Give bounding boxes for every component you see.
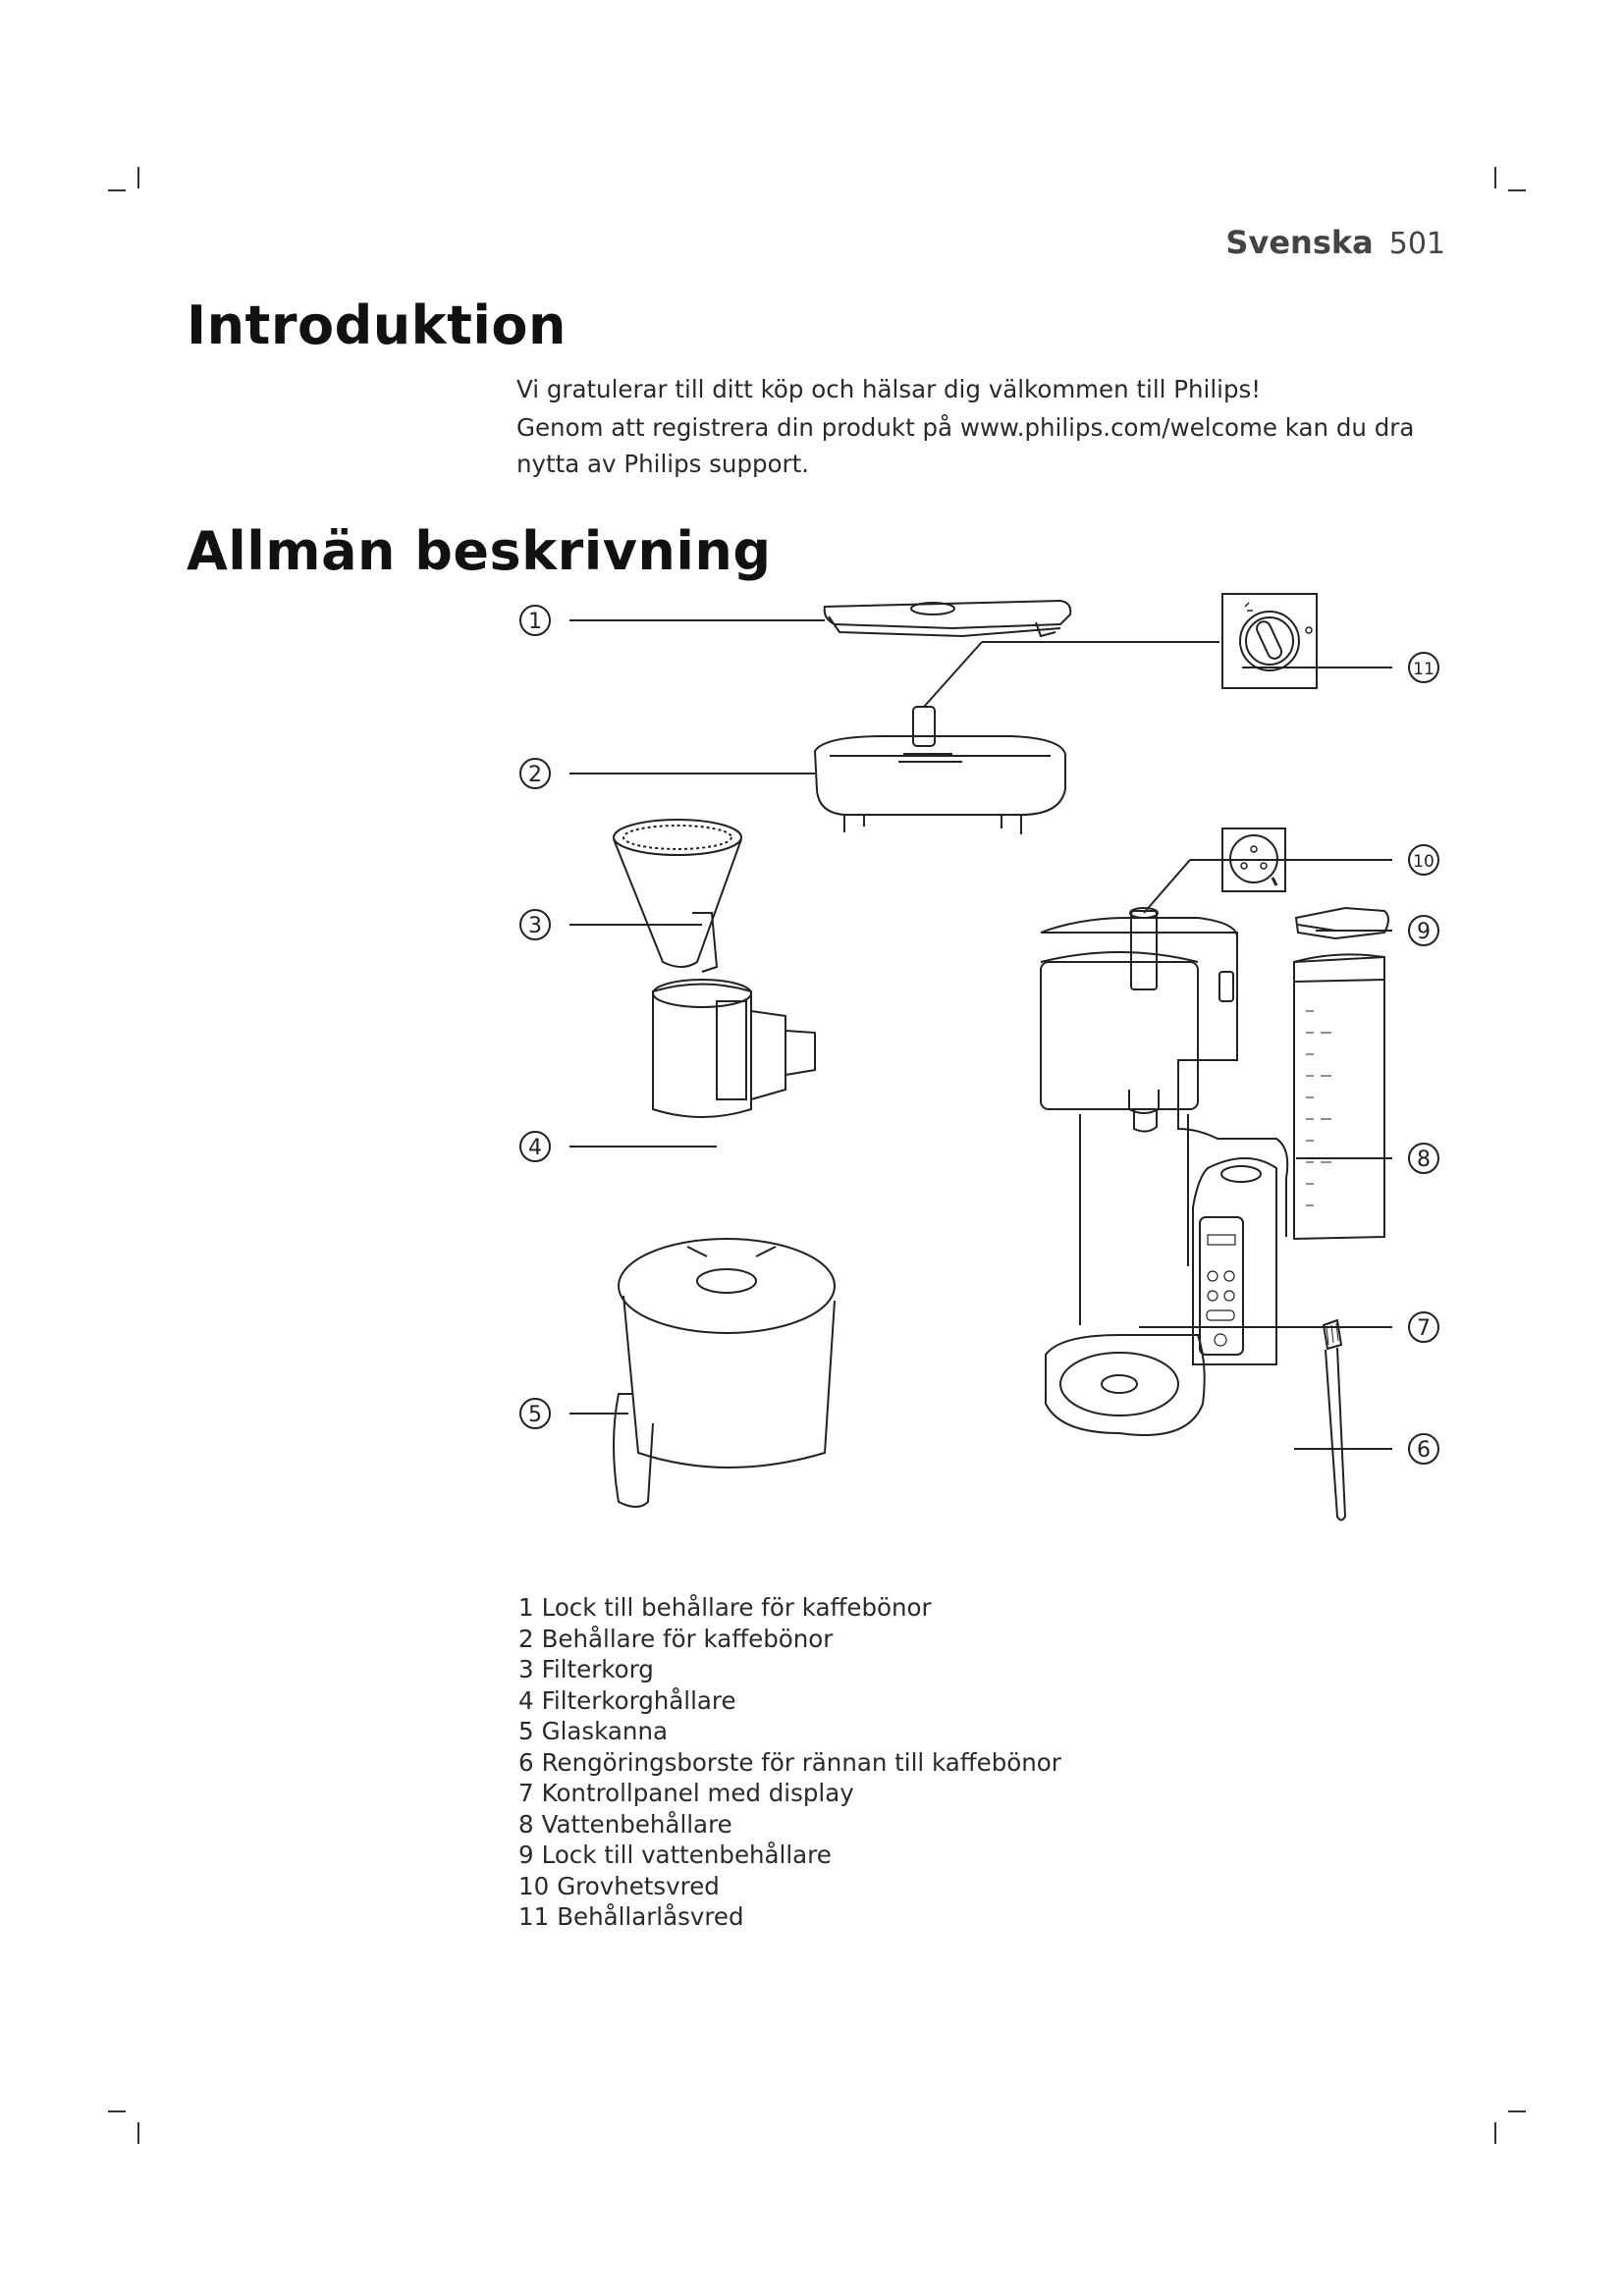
part-label: Glaskanna bbox=[541, 1717, 669, 1745]
crop-mark bbox=[1508, 2110, 1526, 2112]
part-number: 10 bbox=[518, 1871, 550, 1900]
svg-text:8: 8 bbox=[1417, 1148, 1431, 1172]
part-label: Behållarlåsvred bbox=[557, 1902, 744, 1931]
page-number: 501 bbox=[1388, 227, 1445, 261]
svg-text:6: 6 bbox=[1417, 1438, 1431, 1463]
water-tank bbox=[1294, 954, 1384, 1239]
bean-container-lid bbox=[825, 601, 1071, 636]
cleaning-brush bbox=[1324, 1320, 1345, 1521]
callout-7 bbox=[1139, 1312, 1438, 1342]
list-item bbox=[518, 1654, 1069, 1685]
crop-mark bbox=[1494, 2122, 1496, 2144]
language-label: Svenska bbox=[1225, 224, 1374, 261]
crop-mark bbox=[137, 2122, 139, 2144]
callout-5 bbox=[520, 1399, 628, 1428]
part-number: 4 bbox=[518, 1685, 534, 1715]
part-number: 2 bbox=[518, 1624, 534, 1653]
callout-8 bbox=[1296, 1144, 1438, 1173]
lock-knob-inset bbox=[1222, 594, 1317, 688]
part-number: 9 bbox=[518, 1841, 534, 1869]
part-label: Rengöringsborste för rännan till kaffebönor bbox=[541, 1747, 1061, 1777]
list-item bbox=[518, 1716, 1069, 1747]
callout-2 bbox=[520, 759, 815, 788]
part-label: Vattenbehållare bbox=[541, 1809, 732, 1839]
filter-basket-holder bbox=[653, 980, 815, 1117]
grind-knob-inset bbox=[1144, 828, 1285, 913]
filter-basket bbox=[614, 820, 741, 972]
part-label: Lock till behållare för kaffebönor bbox=[541, 1593, 932, 1622]
control-panel bbox=[1193, 1158, 1276, 1364]
page-header bbox=[1225, 224, 1445, 261]
intro-heading: Introduktion bbox=[187, 294, 567, 356]
intro-paragraph: Vi gratulerar till ditt köp och hälsar dig välkommen till Philips! bbox=[516, 375, 1262, 403]
part-label: Lock till vattenbehållare bbox=[541, 1841, 832, 1869]
part-number: 11 bbox=[518, 1902, 550, 1931]
part-number: 3 bbox=[518, 1655, 534, 1683]
svg-text:9: 9 bbox=[1417, 920, 1431, 944]
svg-text:5: 5 bbox=[528, 1403, 542, 1427]
list-item bbox=[518, 1624, 1069, 1655]
callout-1 bbox=[520, 606, 825, 635]
svg-text:3: 3 bbox=[528, 914, 542, 938]
callout-6 bbox=[1294, 1434, 1438, 1464]
crop-mark bbox=[108, 2110, 126, 2112]
svg-text:2: 2 bbox=[528, 763, 542, 787]
part-number: 1 bbox=[518, 1593, 534, 1622]
part-label: Kontrollpanel med display bbox=[541, 1779, 854, 1807]
part-label: Filterkorg bbox=[541, 1655, 654, 1683]
list-item bbox=[518, 1901, 1069, 1933]
part-number: 5 bbox=[518, 1717, 534, 1745]
list-item bbox=[518, 1592, 1069, 1624]
list-item bbox=[518, 1809, 1069, 1841]
svg-text:4: 4 bbox=[528, 1136, 542, 1160]
part-number: 7 bbox=[518, 1779, 534, 1807]
crop-mark bbox=[1494, 167, 1496, 188]
water-tank-lid bbox=[1296, 908, 1388, 938]
crop-mark bbox=[137, 167, 139, 188]
callout-4 bbox=[520, 1132, 717, 1161]
coffee-machine-diagram bbox=[491, 579, 1473, 1541]
warming-plate-base bbox=[1046, 1335, 1205, 1435]
list-item bbox=[518, 1871, 1069, 1902]
svg-text:10: 10 bbox=[1413, 852, 1435, 872]
list-item bbox=[518, 1778, 1069, 1809]
carafe bbox=[614, 1239, 835, 1507]
svg-text:1: 1 bbox=[528, 610, 542, 634]
intro-text bbox=[516, 371, 1420, 484]
svg-text:7: 7 bbox=[1417, 1316, 1431, 1341]
crop-mark bbox=[1508, 189, 1526, 191]
parts-list bbox=[518, 1592, 1069, 1933]
crop-mark bbox=[108, 189, 126, 191]
part-label: Filterkorghållare bbox=[541, 1685, 736, 1715]
part-number: 8 bbox=[518, 1809, 534, 1839]
machine-body bbox=[1041, 908, 1287, 1325]
svg-text:11: 11 bbox=[1413, 660, 1435, 679]
part-label: Grovhetsvred bbox=[557, 1871, 720, 1900]
list-item bbox=[518, 1840, 1069, 1871]
list-item bbox=[518, 1685, 1069, 1717]
part-number: 6 bbox=[518, 1747, 534, 1777]
bean-container bbox=[815, 642, 1219, 834]
intro-paragraph: Genom att registrera din produkt på www.philips.com/welcome kan du dra nytta av Philips support. bbox=[516, 413, 1415, 478]
description-heading: Allmän beskrivning bbox=[187, 520, 772, 582]
list-item bbox=[518, 1747, 1069, 1779]
part-label: Behållare för kaffebönor bbox=[541, 1624, 834, 1653]
